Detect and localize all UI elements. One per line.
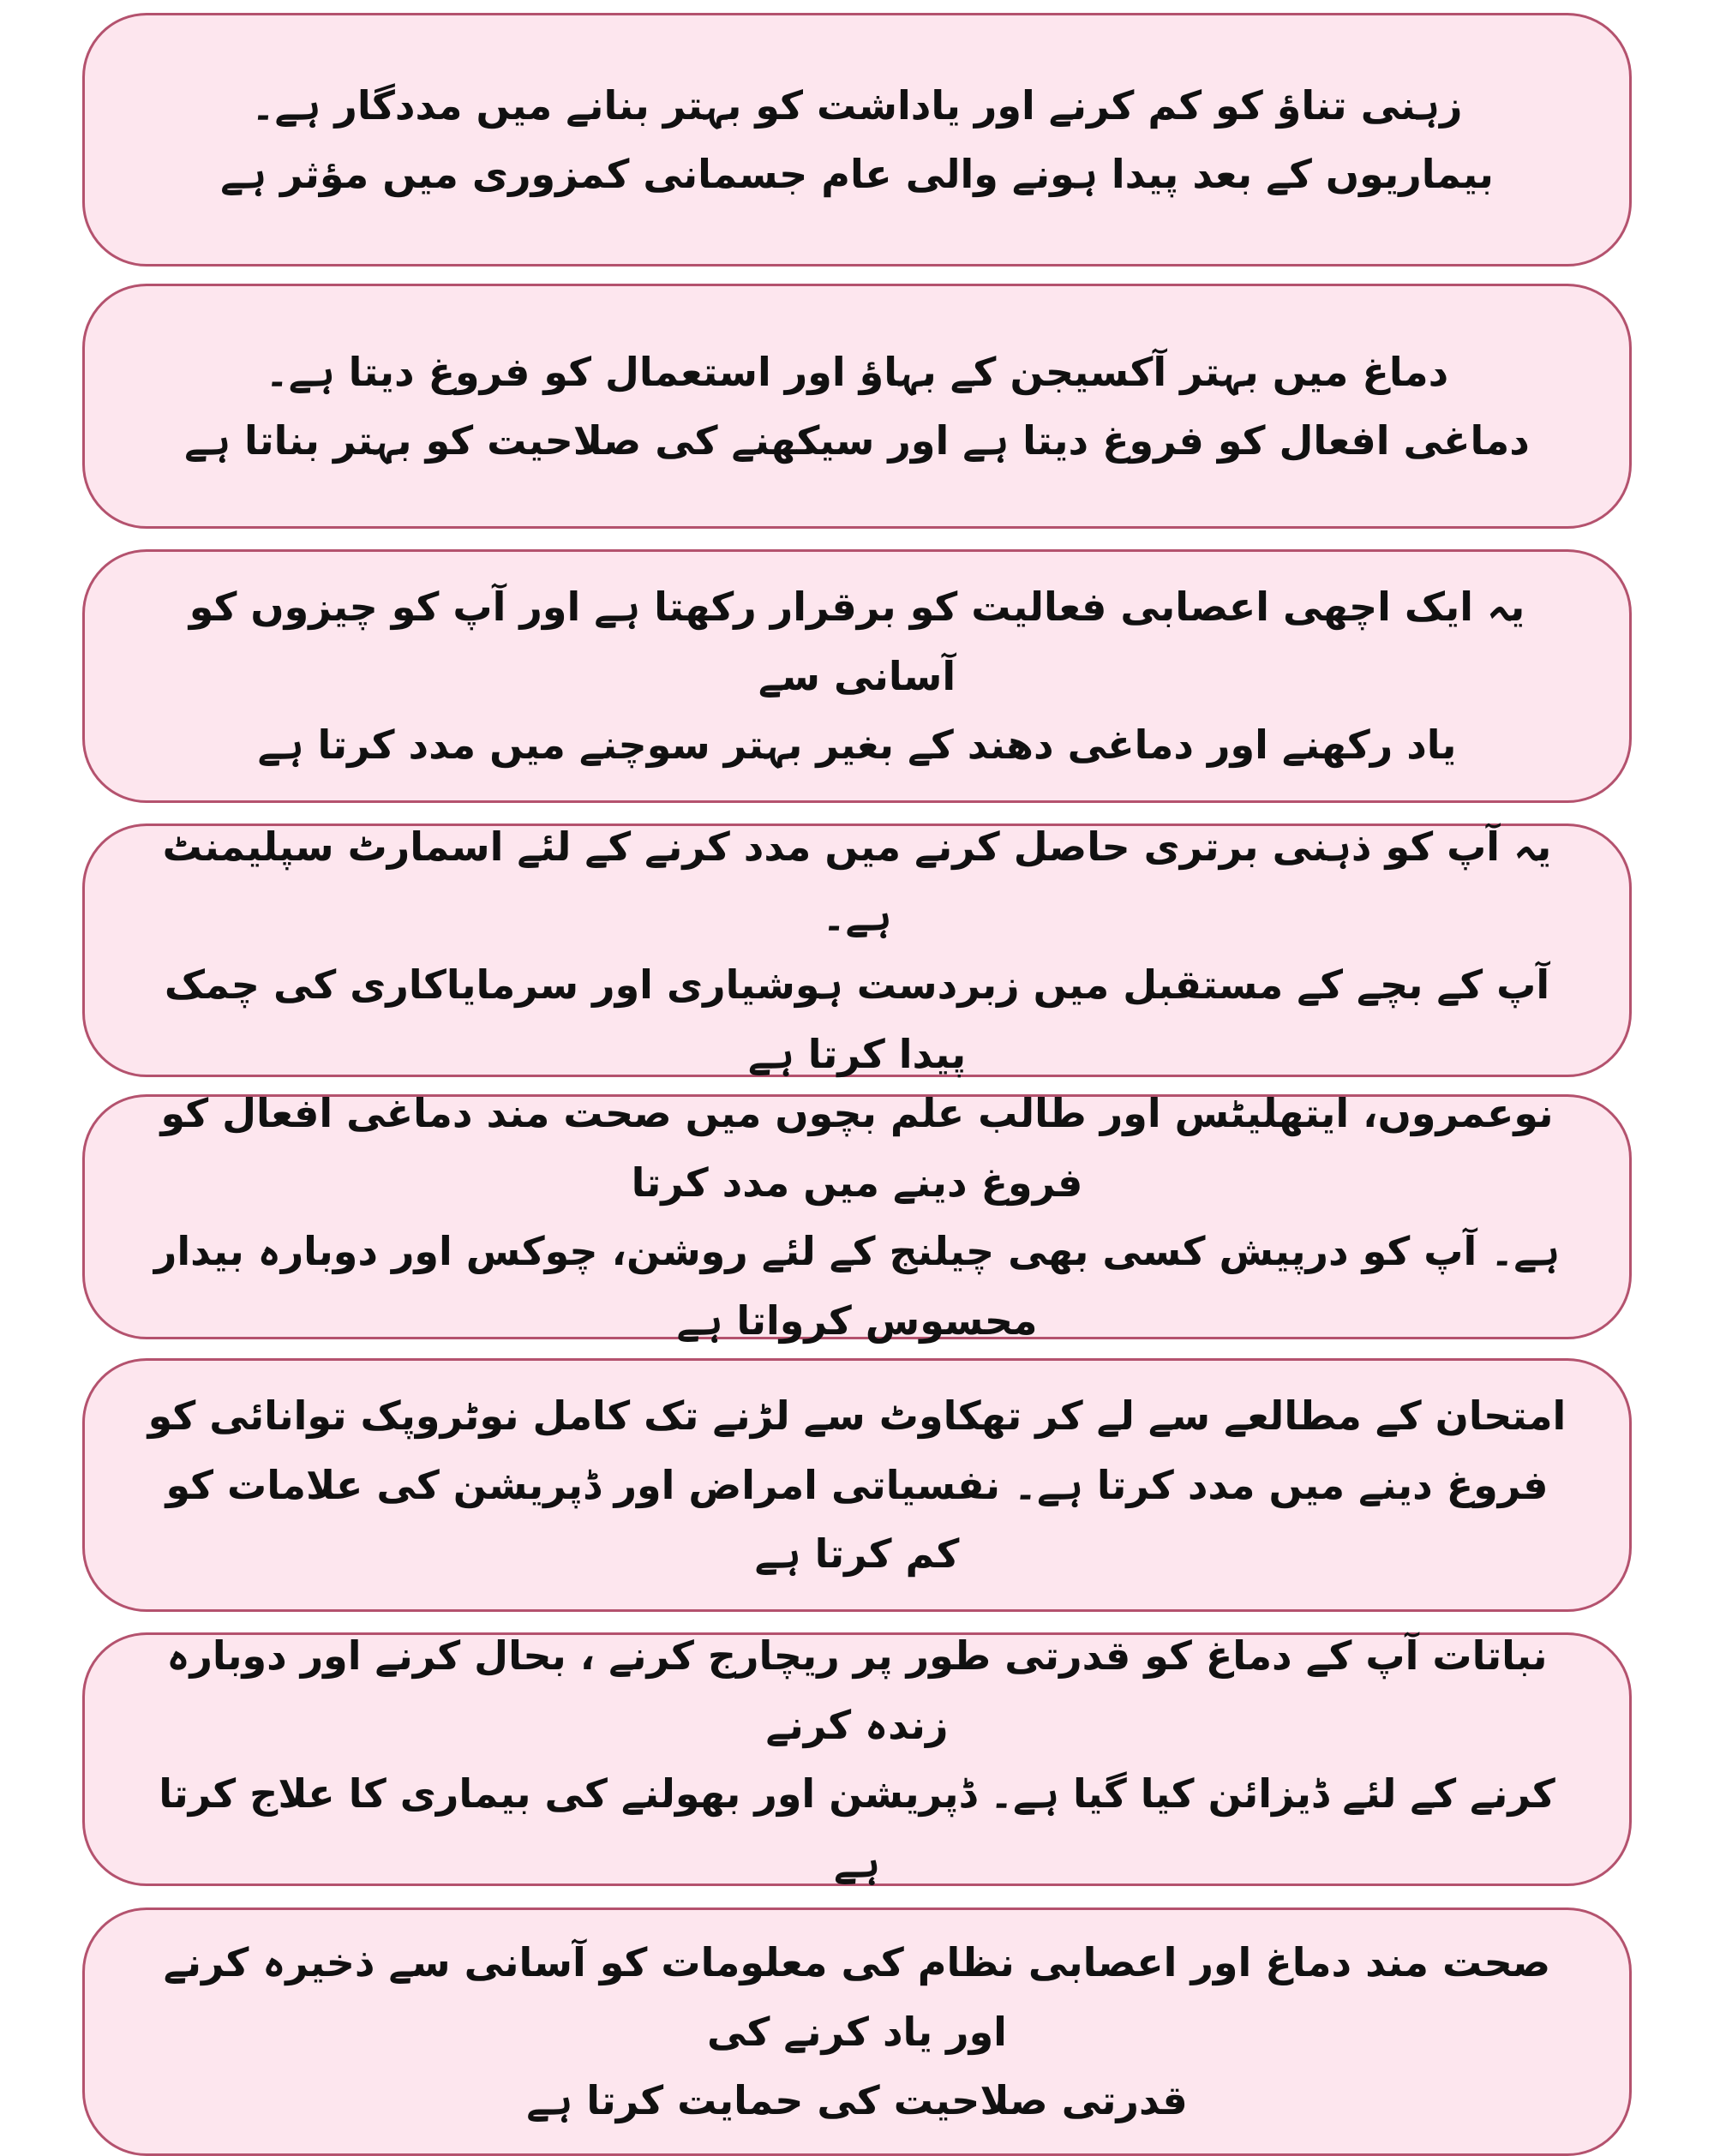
card-5-text: نوعمروں، ایتھلیٹس اور طالب علم بچوں میں صحت مند دماغی افعال کو فروغ دینے میں مدد کرتا ہے۔ آپ کو درپیش کسی بھی چیلنج کے لئے روشن، چوکس اور دوبارہ بیدار محسوس کرواتا ہے	[153, 1090, 1561, 1344]
card-5	[82, 1090, 1632, 1344]
card-4	[82, 823, 1632, 1077]
card-2	[82, 284, 1632, 529]
card-4-text: یہ آپ کو ذہنی برتری حاصل کرنے میں مدد کرنے کے لئے اسمارٹ سپلیمنٹ ہے۔ آپ کے بچے کے مستقبل میں زبردست ہوشیاری اور سرمایاکاری کی چمک پیدا کرتا ہے	[162, 823, 1552, 1077]
card-7	[82, 1632, 1632, 1886]
card-6	[82, 1358, 1632, 1612]
card-1	[82, 13, 1632, 267]
card-7-text: نباتات آپ کے دماغ کو قدرتی طور پر ریچارج کرنے ، بحال کرنے اور دوبارہ زندہ کرنے کرنے کے لئے ڈیزائن کیا گیا ہے۔ ڈپریشن اور بھولنے کی بیماری کا علاج کرتا ہے	[159, 1632, 1555, 1886]
card-3-text: یہ ایک اچھی اعصابی فعالیت کو برقرار رکھتا ہے اور آپ کو چیزوں کو آسانی سے یاد رکھنے اور دماغی دھند کے بغیر بہتر سوچنے میں مدد کرتا ہے	[189, 584, 1525, 769]
card-6-text: امتحان کے مطالعے سے لے کر تھکاوٹ سے لڑنے تک کامل نوٹروپک توانائی کو فروغ دینے میں مدد کرتا ہے۔ نفسیاتی امراض اور ڈپریشن کی علامات کو کم کرتا ہے	[147, 1392, 1567, 1578]
card-1-text: زہنی تناؤ کو کم کرنے اور یاداشت کو بہتر بنانے میں مددگار ہے۔ بیماریوں کے بعد پیدا ہونے والی عام جسمانی کمزوری میں مؤثر ہے	[220, 81, 1494, 197]
card-3	[82, 549, 1632, 803]
card-8-text: صحت مند دماغ اور اعصابی نظام کی معلومات کو آسانی سے ذخیرہ کرنے اور یاد کرنے کی قدرتی صلاحیت کی حمایت کرتا ہے	[163, 1939, 1551, 2124]
card-2-text: دماغ میں بہتر آکسیجن کے بہاؤ اور استعمال کو فروغ دیتا ہے۔ دماغی افعال کو فروغ دیتا ہے اور سیکھنے کی صلاحیت کو بہتر بناتا ہے	[184, 348, 1530, 464]
card-8	[82, 1907, 1632, 2156]
